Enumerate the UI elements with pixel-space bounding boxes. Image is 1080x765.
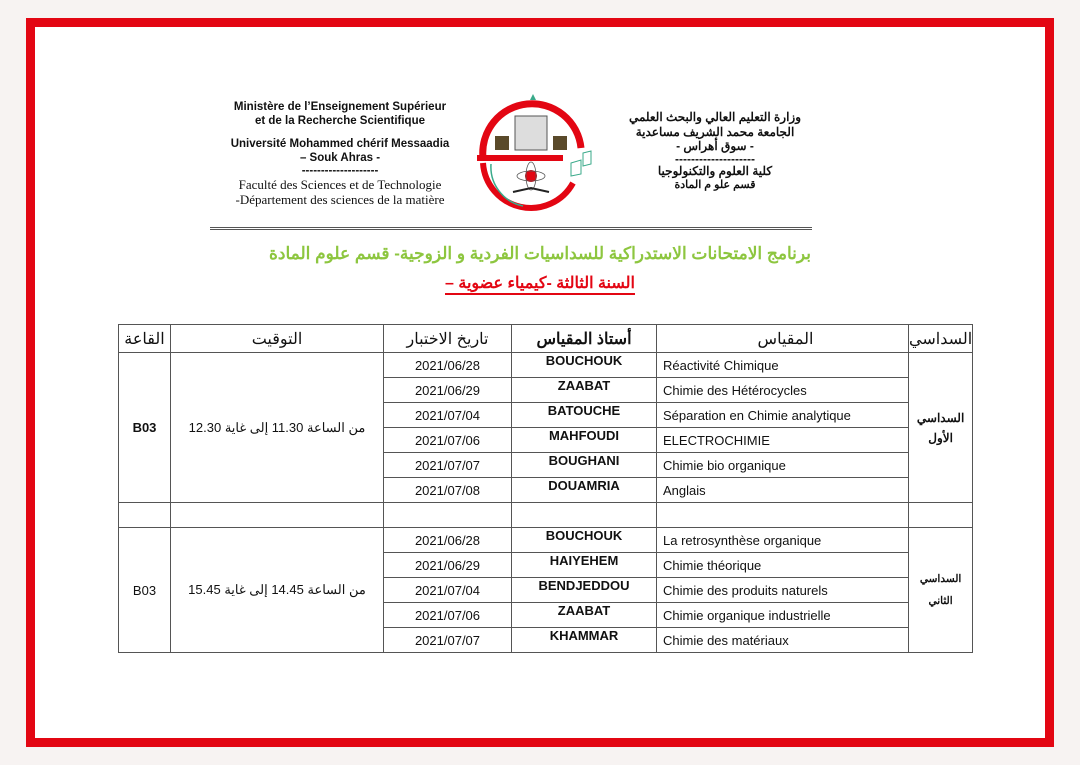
table-row	[119, 353, 973, 378]
ministry-line-1: Ministère de l’Enseignement Supérieur	[233, 101, 447, 113]
city-ar: - سوق أهراس -	[676, 139, 754, 153]
semester-cell	[909, 353, 973, 503]
semester-number: الأول	[928, 430, 953, 445]
empty-cell	[384, 503, 512, 528]
date-cell: 2021/06/29	[384, 553, 512, 578]
faculty-ar: كلية العلوم والتكنولوجيا	[657, 163, 773, 178]
module-cell: Chimie des Hétérocycles	[657, 378, 909, 403]
date-cell: 2021/07/04	[384, 403, 512, 428]
room-cell: B03	[119, 528, 171, 653]
module-cell: Anglais	[657, 478, 909, 503]
module-cell: Séparation en Chimie analytique	[657, 403, 909, 428]
empty-cell	[171, 503, 384, 528]
university-ar: الجامعة محمد الشريف مساعدية	[635, 124, 795, 139]
document-title: برنامج الامتحانات الاستدراكية للسداسيات الفردية و الزوجية- قسم علوم المادة	[269, 244, 811, 263]
module-cell: Chimie théorique	[657, 553, 909, 578]
date-cell: 2021/07/07	[384, 453, 512, 478]
module-cell: ELECTROCHIMIE	[657, 428, 909, 453]
module-cell: La retrosynthèse organique	[657, 528, 909, 553]
document-subtitle: السنة الثالثة -كيمياء عضوية –	[445, 275, 635, 295]
header-module: المقياس	[657, 325, 909, 353]
module-cell: Chimie des produits naturels	[657, 578, 909, 603]
date-cell: 2021/07/06	[384, 428, 512, 453]
date-cell: 2021/06/28	[384, 353, 512, 378]
header-room: القاعة	[119, 325, 171, 353]
empty-cell	[119, 503, 171, 528]
semester-cell	[909, 528, 973, 653]
professor-cell: BOUCHOUK	[512, 353, 657, 378]
ministry-ar: وزارة التعليم العالي والبحث العلمي	[628, 110, 802, 124]
professor-cell: KHAMMAR	[512, 628, 657, 653]
date-cell: 2021/07/08	[384, 478, 512, 503]
professor-cell: BOUGHANI	[512, 453, 657, 478]
date-cell: 2021/07/07	[384, 628, 512, 653]
empty-cell	[657, 503, 909, 528]
professor-cell: ZAABAT	[512, 603, 657, 628]
professor-cell: BATOUCHE	[512, 403, 657, 428]
spacer-row	[119, 503, 973, 528]
semester-number: الثاني	[928, 595, 953, 607]
module-cell: Chimie bio organique	[657, 453, 909, 478]
semester-label: السداسي	[919, 573, 962, 585]
department-line: -Département des sciences de la matière	[235, 192, 445, 207]
date-cell: 2021/06/28	[384, 528, 512, 553]
time-cell: من الساعة 11.30 إلى غاية 12.30	[171, 353, 384, 503]
date-cell: 2021/06/29	[384, 378, 512, 403]
university-line-1: Université Mohammed chérif Messaadia	[230, 138, 450, 150]
exam-schedule-table	[118, 324, 973, 653]
table-row	[119, 528, 973, 553]
dash-separator: --------------------	[301, 165, 379, 177]
room-cell: B03	[119, 353, 171, 503]
professor-cell: DOUAMRIA	[512, 478, 657, 503]
professor-cell: BOUCHOUK	[512, 528, 657, 553]
professor-cell: BENDJEDDOU	[512, 578, 657, 603]
header-date: تاريخ الاختبار	[384, 325, 512, 353]
table-header-row	[119, 325, 973, 353]
header-time: التوقيت	[171, 325, 384, 353]
professor-cell: ZAABAT	[512, 378, 657, 403]
faculty-line: Faculté des Sciences et de Technologie	[238, 177, 442, 192]
empty-cell	[909, 503, 973, 528]
header-divider	[210, 227, 812, 230]
university-logo	[463, 88, 597, 214]
time-cell: من الساعة 14.45 إلى غاية 15.45	[171, 528, 384, 653]
module-cell: Réactivité Chimique	[657, 353, 909, 378]
header-semester: السداسي	[909, 325, 973, 353]
date-cell: 2021/07/06	[384, 603, 512, 628]
module-cell: Chimie des matériaux	[657, 628, 909, 653]
header-arabic	[610, 110, 820, 193]
university-line-2: – Souk Ahras -	[299, 152, 381, 164]
date-cell: 2021/07/04	[384, 578, 512, 603]
dash-separator-ar: --------------------	[675, 151, 755, 166]
empty-cell	[512, 503, 657, 528]
header-french	[205, 100, 475, 207]
header-professor: أستاذ المقياس	[512, 325, 657, 353]
professor-cell: MAHFOUDI	[512, 428, 657, 453]
ministry-line-2: et de la Recherche Scientifique	[254, 115, 425, 127]
professor-cell: HAIYEHEM	[512, 553, 657, 578]
department-ar: قسم علو م المادة	[674, 179, 756, 191]
document-subtitle-wrap	[300, 273, 780, 293]
module-cell: Chimie organique industrielle	[657, 603, 909, 628]
semester-label: السداسي	[916, 410, 965, 425]
